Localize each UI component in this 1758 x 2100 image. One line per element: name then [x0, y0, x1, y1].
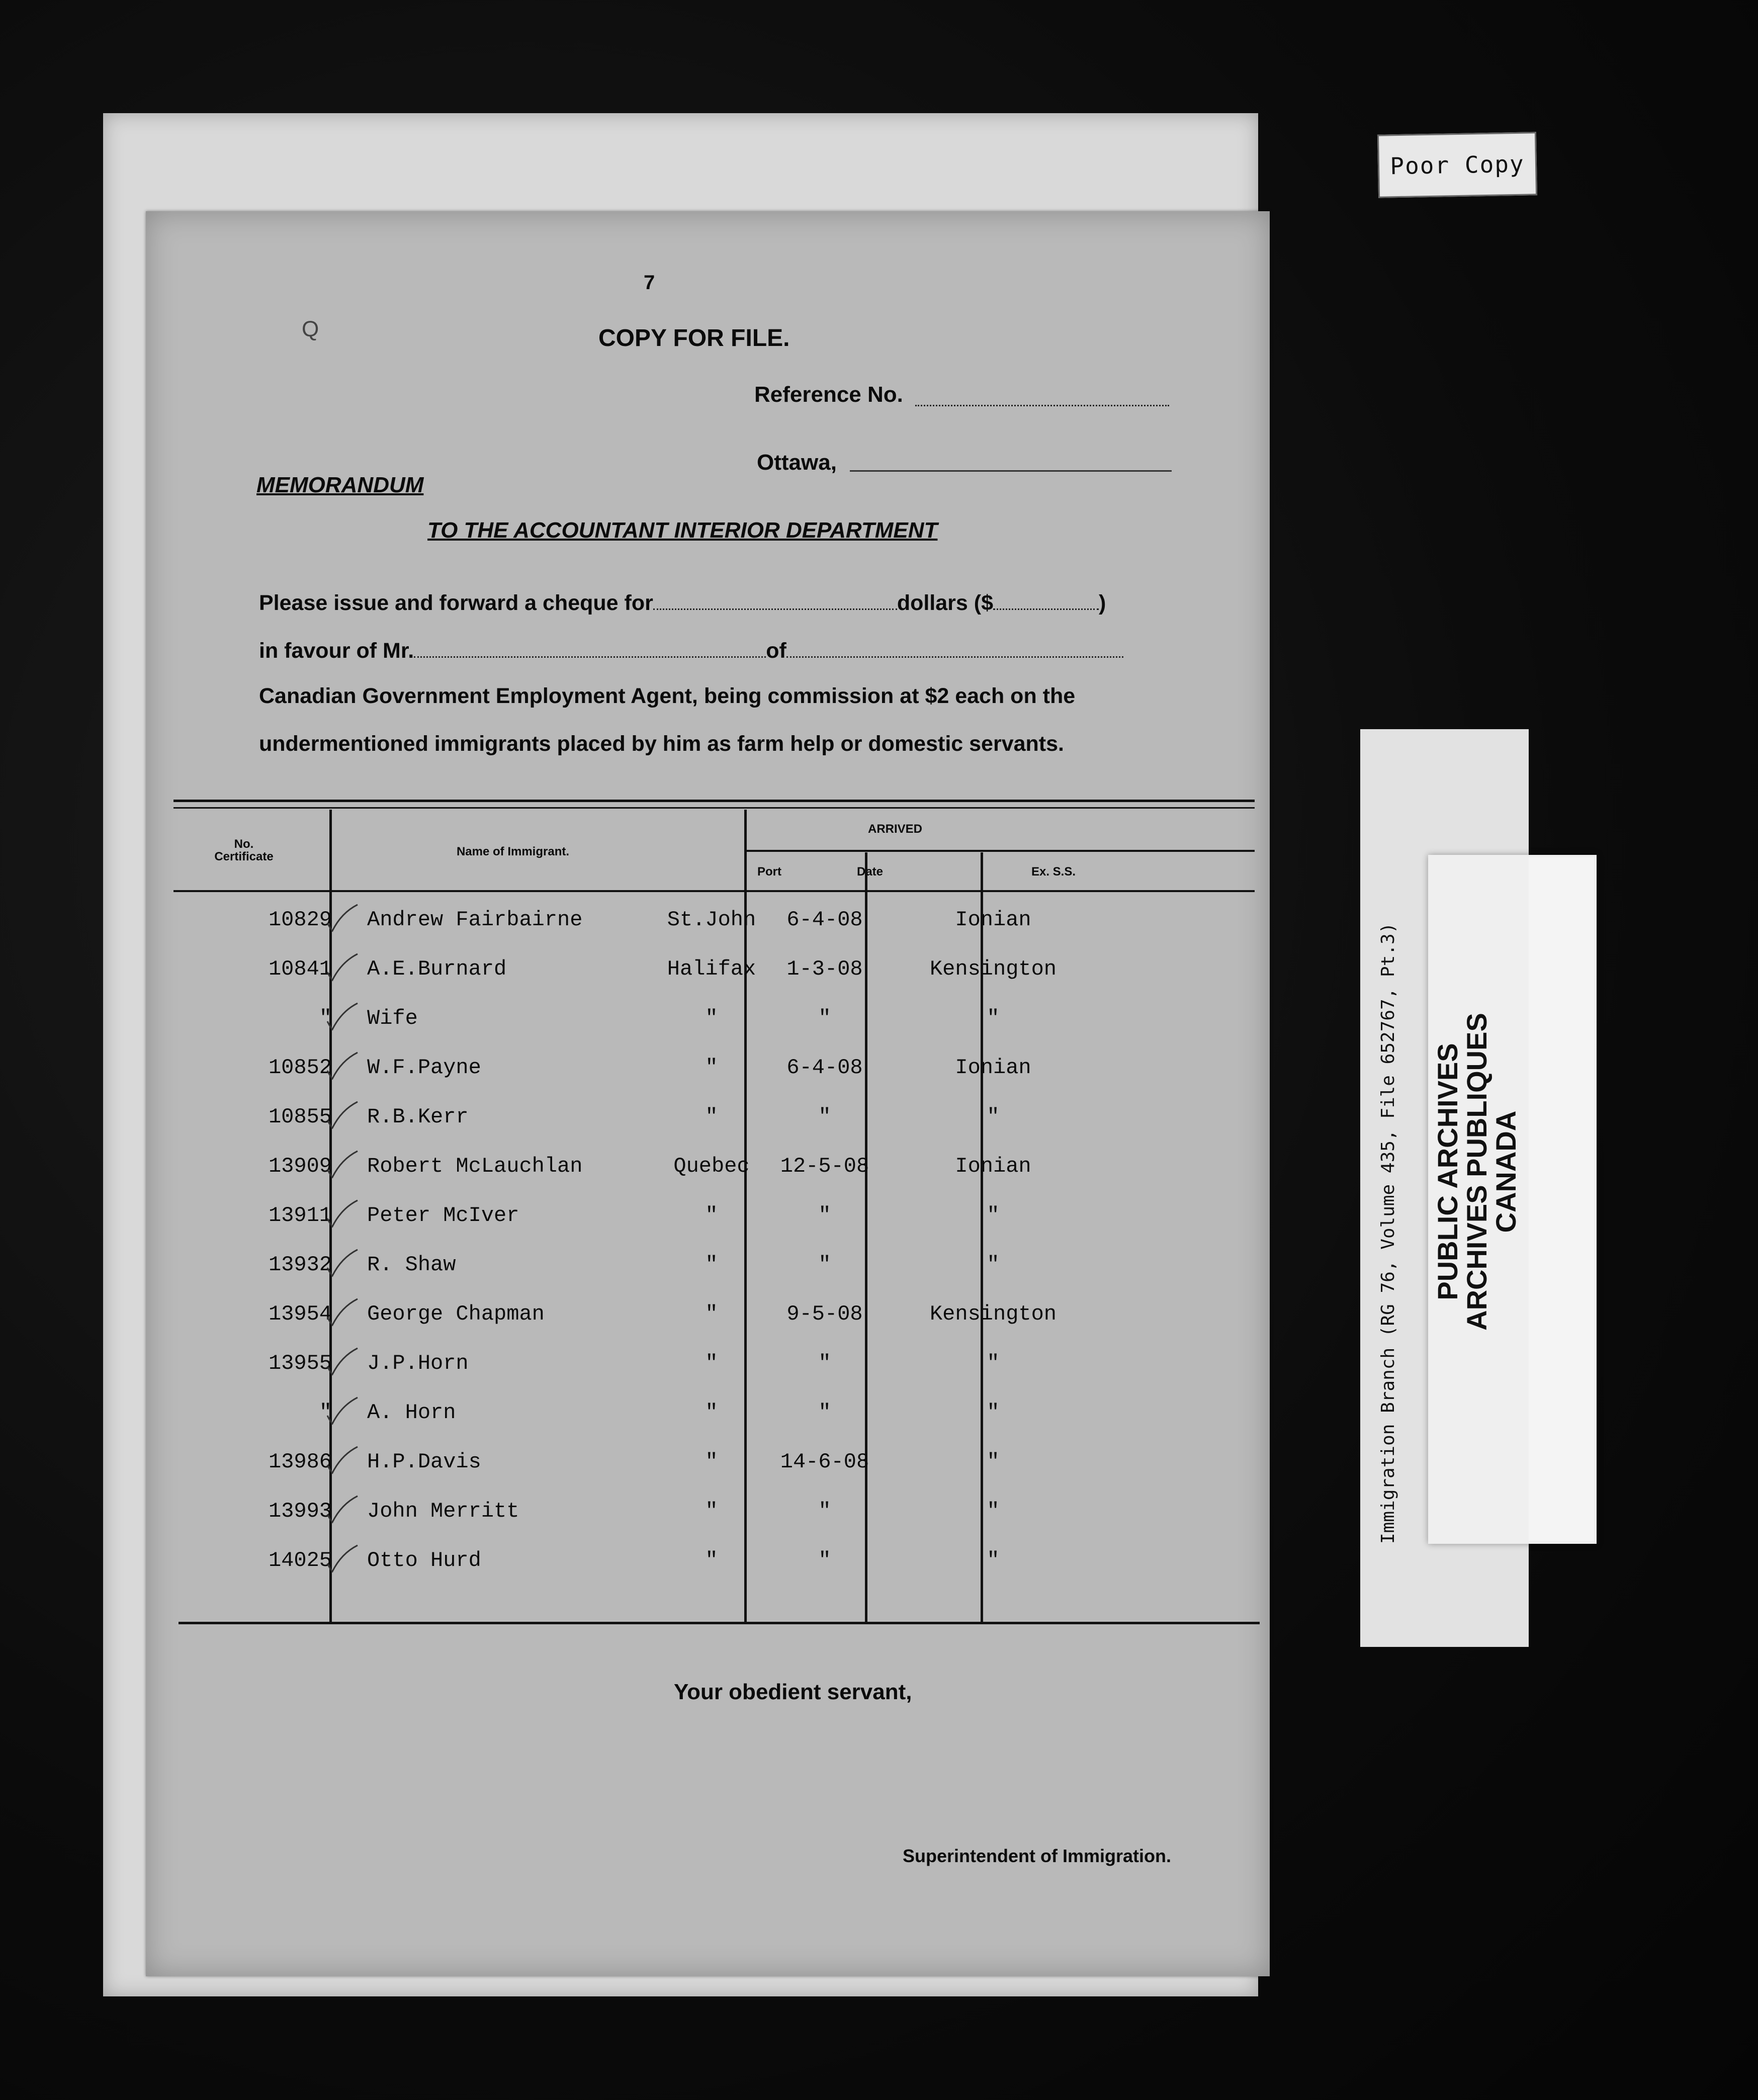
check-mark-icon [324, 1346, 360, 1376]
table-row [146, 1203, 1270, 1253]
cert-cell: 10855 [268, 1105, 332, 1129]
cert-cell: 10829 [268, 908, 332, 932]
table-top-rule [173, 800, 1255, 802]
name-cell: A.E.Burnard [367, 957, 507, 981]
date-cell: 14-6-08 [780, 1450, 869, 1474]
check-mark-icon [324, 952, 360, 982]
of-text: of [766, 639, 786, 663]
table-row [146, 1401, 1270, 1450]
ship-cell: " [987, 1203, 1000, 1228]
table-row [146, 957, 1270, 1006]
close-paren: ) [1099, 591, 1106, 615]
table-row [146, 1351, 1270, 1401]
name-cell: R. Shaw [367, 1253, 456, 1277]
ship-cell: " [987, 1351, 1000, 1375]
ship-cell: Kensington [929, 1302, 1057, 1326]
port-cell: " [705, 1401, 718, 1425]
closing-text: Your obedient servant, [674, 1680, 912, 1704]
arrived-header: ARRIVED [867, 822, 922, 836]
archive-stamp-line2: ARCHIVES PUBLIQUES [1461, 1013, 1492, 1331]
table-top-rule-2 [173, 807, 1255, 809]
date-cell: " [818, 1401, 831, 1425]
cert-cell: " [319, 1006, 332, 1030]
signoff-text: Superintendent of Immigration. [903, 1846, 1172, 1866]
port-cell: " [705, 1302, 718, 1326]
form-title: COPY FOR FILE. [598, 325, 790, 352]
table-row [146, 1548, 1270, 1598]
table-row [146, 908, 1270, 957]
payee-blank [414, 641, 766, 658]
check-mark-icon [324, 1198, 360, 1229]
archive-stamp-line3: CANADA [1490, 1110, 1522, 1233]
name-cell: Peter McIver [367, 1203, 519, 1228]
table-row [146, 1450, 1270, 1499]
port-cell: St.John [667, 908, 756, 932]
check-mark-icon [324, 1395, 360, 1426]
port-cell: " [705, 1006, 718, 1030]
cert-cell: 13954 [268, 1302, 332, 1326]
check-mark-icon [324, 1248, 360, 1278]
amount-figures-blank [993, 593, 1099, 610]
ship-cell: Ionian [955, 908, 1031, 932]
cert-cell: 10841 [268, 957, 332, 981]
memo-form [146, 211, 1270, 1976]
place-blank [786, 641, 1123, 658]
ship-header: Ex. S.S. [1031, 865, 1076, 879]
name-cell: J.P.Horn [367, 1351, 469, 1375]
archive-stamp-line1: PUBLIC ARCHIVES [1432, 1043, 1463, 1300]
page-number: 7 [644, 272, 655, 294]
reference-label: Reference No. [754, 382, 903, 407]
cert-cell: 13986 [268, 1450, 332, 1474]
name-cell: A. Horn [367, 1401, 456, 1425]
name-cell: Robert McLauchlan [367, 1154, 583, 1178]
name-cell: Otto Hurd [367, 1548, 481, 1572]
ottawa-label: Ottawa, [757, 450, 837, 475]
commission-line: Canadian Government Employment Agent, being commission at $2 each on the [259, 684, 1076, 708]
table-row [146, 1056, 1270, 1105]
check-mark-icon [324, 1149, 360, 1179]
check-mark-icon [324, 1051, 360, 1081]
name-cell: Andrew Fairbairne [367, 908, 583, 932]
dollars-text: dollars ($ [897, 591, 993, 615]
date-cell: 6-4-08 [786, 1056, 863, 1080]
favour-text: in favour of Mr. [259, 639, 414, 663]
margin-mark: Q [302, 317, 319, 341]
ship-cell: " [987, 1401, 1000, 1425]
table-row [146, 1105, 1270, 1154]
ship-cell: " [987, 1105, 1000, 1129]
cert-cell: 13955 [268, 1351, 332, 1375]
ship-cell: Ionian [955, 1056, 1031, 1080]
date-cell: " [818, 1006, 831, 1030]
check-mark-icon [324, 1297, 360, 1327]
table-bottom-rule [179, 1622, 1260, 1624]
cert-cell: 14025 [268, 1548, 332, 1572]
ship-cell: " [987, 1253, 1000, 1277]
check-mark-icon [324, 1100, 360, 1130]
date-cell: " [818, 1351, 831, 1375]
check-mark-icon [324, 1445, 360, 1475]
name-cell: W.F.Payne [367, 1056, 481, 1080]
date-cell: 1-3-08 [786, 957, 863, 981]
cheque-line [259, 591, 1106, 616]
ship-cell: Kensington [929, 957, 1057, 981]
name-cell: R.B.Kerr [367, 1105, 469, 1129]
name-cell: George Chapman [367, 1302, 545, 1326]
cheque-text: Please issue and forward a cheque for [259, 591, 653, 615]
port-cell: " [705, 1203, 718, 1228]
immigrants-line: undermentioned immigrants placed by him as farm help or domestic servants. [259, 732, 1064, 756]
port-cell: " [705, 1499, 718, 1523]
cert-no-header: No. [234, 837, 254, 851]
port-cell: " [705, 1056, 718, 1080]
table-row [146, 1499, 1270, 1548]
cert-cell: 13909 [268, 1154, 332, 1178]
memorandum-heading: MEMORANDUM [256, 473, 424, 497]
date-cell: " [818, 1499, 831, 1523]
name-cell: John Merritt [367, 1499, 519, 1523]
table-row [146, 1154, 1270, 1203]
table-row [146, 1006, 1270, 1056]
cert-cell: 13932 [268, 1253, 332, 1277]
date-cell: " [818, 1105, 831, 1129]
port-header: Port [757, 865, 781, 879]
table-row [146, 1302, 1270, 1351]
cert-cell: " [319, 1401, 332, 1425]
port-cell: " [705, 1548, 718, 1572]
ship-cell: " [987, 1450, 1000, 1474]
port-cell: Quebec [673, 1154, 750, 1178]
date-cell: 12-5-08 [780, 1154, 869, 1178]
date-cell: " [818, 1253, 831, 1277]
port-cell: " [705, 1105, 718, 1129]
addressee-heading: TO THE ACCOUNTANT INTERIOR DEPARTMENT [427, 518, 938, 543]
cert-header: Certificate [214, 850, 274, 863]
check-mark-icon [324, 903, 360, 933]
archive-stamp [1433, 981, 1539, 1363]
amount-words-blank [653, 593, 897, 610]
ottawa-blank [850, 470, 1172, 472]
name-cell: Wife [367, 1006, 418, 1030]
favour-line [259, 639, 1123, 663]
ship-cell: " [987, 1499, 1000, 1523]
port-cell: " [705, 1351, 718, 1375]
port-cell: " [705, 1450, 718, 1474]
check-mark-icon [324, 1543, 360, 1573]
archive-reference: Immigration Branch (RG 76, Volume 435, File 652767, Pt.3) [1378, 922, 1398, 1544]
check-mark-icon [324, 1494, 360, 1524]
name-header: Name of Immigrant. [456, 845, 570, 858]
cert-cell: 10852 [268, 1056, 332, 1080]
name-cell: H.P.Davis [367, 1450, 481, 1474]
date-cell: " [818, 1548, 831, 1572]
cert-cell: 13911 [268, 1203, 332, 1228]
ship-cell: " [987, 1006, 1000, 1030]
date-cell: 6-4-08 [786, 908, 863, 932]
date-header: Date [856, 865, 884, 879]
date-cell: " [818, 1203, 831, 1228]
table-row [146, 1253, 1270, 1302]
ship-cell: " [987, 1548, 1000, 1572]
port-cell: " [705, 1253, 718, 1277]
port-cell: Halifax [667, 957, 756, 981]
poor-copy-label: Poor Copy [1377, 132, 1537, 198]
arrived-underline [744, 850, 1255, 852]
header-bottom-rule [173, 890, 1255, 892]
ship-cell: Ionian [955, 1154, 1031, 1178]
date-cell: 9-5-08 [786, 1302, 863, 1326]
cert-cell: 13993 [268, 1499, 332, 1523]
reference-blank [915, 405, 1169, 406]
check-mark-icon [324, 1001, 360, 1031]
